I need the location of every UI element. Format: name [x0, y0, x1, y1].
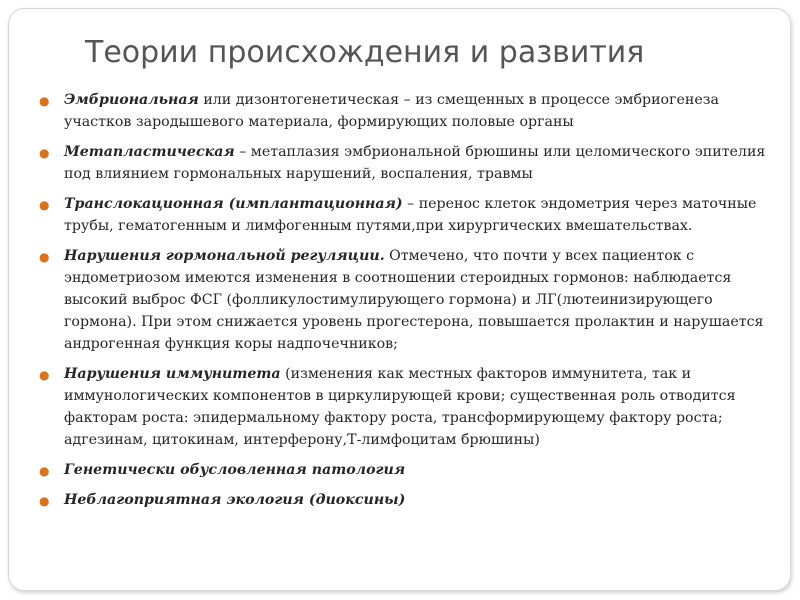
list-item — [39, 459, 769, 481]
bullet-icon: ● — [39, 250, 50, 264]
item-term: Неблагоприятная экология (диоксины) — [64, 492, 406, 508]
slide-title: Теории происхождения и развития — [85, 35, 645, 70]
item-term: Нарушения гормональной регуляции. — [64, 248, 385, 264]
item-term: Нарушения иммунитета — [64, 366, 281, 382]
item-text: Отмечено, что почти у всех пациенток с эндометриозом имеются изменения в соотношении стероидных гормонов: наблюдается высокий выброс ФСГ (фолликулостимулирующего гормона) и ЛГ(лютеинизирующего гормона). При этом снижается уровень прогестерона, повышается пролактин и нарушается андрогенная функция коры надпочечников; — [64, 248, 764, 352]
item-text: или дизонтогенетическая – из смещенных в процессе эмбриогенеза участков зародышевого материала, формирующих половые органы — [64, 92, 719, 130]
item-term: Транслокационная (имплантационная) — [64, 196, 403, 212]
list-item — [39, 489, 769, 511]
item-term: Генетически обусловленная патология — [64, 462, 406, 478]
item-term: Эмбриональная — [64, 92, 199, 108]
bullet-icon: ● — [39, 146, 50, 160]
item-text: (изменения как местных факторов иммунитета, так и иммунологических компонентов в циркулирующей крови; существенная роль отводится факторам роста: эпидермальному фактору роста, трансформирующему фактору роста; адгезинам, цитокинам, интерферону,Т-лимфоцитам брюшины) — [64, 366, 736, 448]
bullet-icon: ● — [39, 494, 50, 508]
list-item — [39, 363, 769, 451]
list-item — [39, 193, 769, 237]
bullet-icon: ● — [39, 94, 50, 108]
bullet-icon: ● — [39, 464, 50, 478]
list-item — [39, 245, 769, 355]
slide-frame — [8, 8, 791, 591]
item-term: Метапластическая — [64, 144, 235, 160]
bullet-icon: ● — [39, 198, 50, 212]
item-text: – перенос клеток эндометрия через маточные трубы, гематогенным и лимфогенным путями,при хирургических вмешательствах. — [64, 196, 757, 234]
item-text: – метаплазия эмбриональной брюшины или целомического эпителия под влиянием гормональных нарушений, воспаления, травмы — [64, 144, 766, 182]
bullet-icon: ● — [39, 368, 50, 382]
theory-list — [39, 89, 769, 519]
list-item — [39, 89, 769, 133]
list-item — [39, 141, 769, 185]
